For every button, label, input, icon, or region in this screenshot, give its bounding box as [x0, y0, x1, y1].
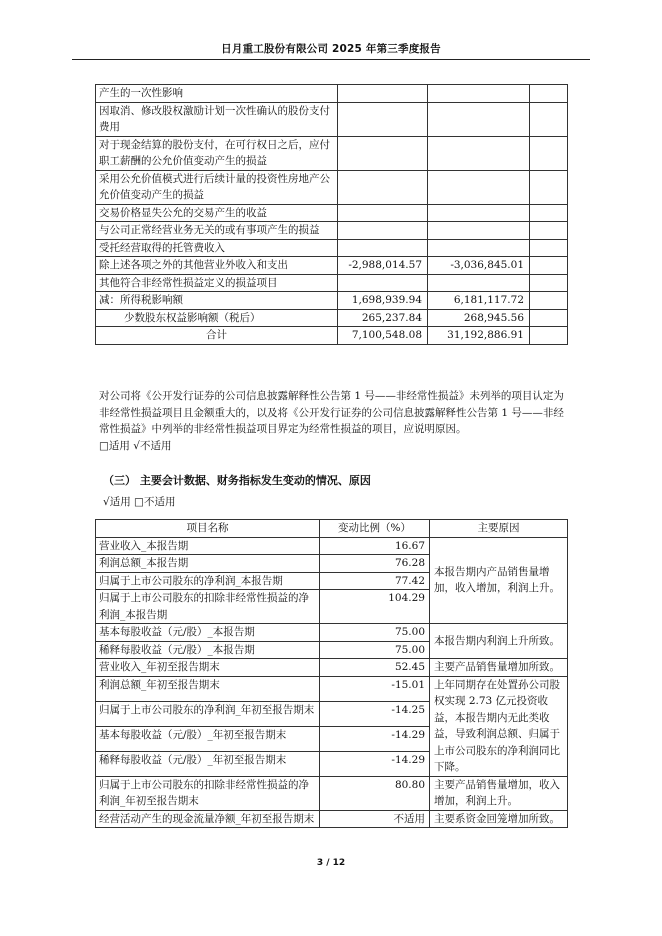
table-row: 营业收入_本报告期 16.67 本报告期内产品销售量增加，收入增加，利润上升。 [96, 537, 568, 555]
table-row: 营业收入_年初至报告期末 52.45 主要产品销售量增加所致。 [96, 659, 568, 677]
note-text: 对公司将《公开发行证券的公司信息披露解释性公告第 1 号——非经常性损益》未列举的项目认定为非经常性损益项目且金额重大的，以及将《公开发行证券的公司信息披露解释性公告第 1 号——非经常性损益》中列举的非经常性损益项目界定为经常性损益的项目，应说明原因。 [99, 390, 564, 435]
table-header-row [96, 520, 568, 538]
row-label: 其他符合非经常性损益定义的损益项目 [96, 274, 338, 292]
table-row: 利润总额_本报告期 76.28 [96, 555, 568, 573]
table-row: 除上述各项之外的其他营业外收入和支出 -2,988,014.57 -3,036,845.01 [96, 257, 568, 275]
header-change-ratio: 变动比例（%） [320, 520, 430, 538]
table-row: 减：所得税影响额 1,698,939.94 6,181,117.72 [96, 292, 568, 310]
row-label: 对于现金结算的股份支付，在可行权日之后，应付职工薪酬的公允价值变动产生的损益 [96, 136, 338, 170]
page-header [72, 0, 590, 60]
reason-cell: 主要产品销售量增加，收入增加，利润上升。 [430, 776, 568, 810]
reason-cell: 本报告期内产品销售量增加，收入增加，利润上升。 [430, 537, 568, 624]
table-row: 稀释每股收益（元/股）_本报告期 75.00 [96, 641, 568, 659]
table-row [96, 170, 568, 204]
report-title: 日月重工股份有限公司 2025 年第三季度报告 [221, 43, 441, 55]
header-main-reason: 主要原因 [430, 520, 568, 538]
table-row [96, 222, 568, 240]
note-paragraph [99, 388, 569, 454]
table-row: 少数股东权益影响额（税后） 265,237.84 268,945.56 [96, 309, 568, 327]
row-label: 因取消、修改股权激励计划一次性确认的股份支付费用 [96, 102, 338, 136]
row-label: 减：所得税影响额 [96, 292, 338, 310]
section-title: （三） 主要会计数据、财务指标发生变动的情况、原因 [103, 474, 371, 487]
row-label: 除上述各项之外的其他营业外收入和支出 [96, 257, 338, 275]
reason-cell: 本报告期内利润上升所致。 [430, 624, 568, 659]
table-row [96, 136, 568, 170]
row-label: 交易价格显失公允的交易产生的收益 [96, 204, 338, 222]
table-row: 归属于上市公司股东的扣除非经常性损益的净利润_年初至报告期末 80.80 主要产品销售量增加，收入增加，利润上升。 [96, 776, 568, 810]
table-row: 利润总额_年初至报告期末 -15.01 上年同期存在处置孙公司股权实现 2.73 亿元投资收益，本报告期内无此类收益，导致利润总额、归属于上市公司股东的净利润同比下降。 [96, 676, 568, 701]
table-row: 经营活动产生的现金流量净额_年初至报告期末 不适用 主要系资金回笼增加所致。 [96, 810, 568, 828]
row-label: 受托经营取得的托管费收入 [96, 239, 338, 257]
header-item-name: 项目名称 [96, 520, 320, 538]
row-label: 合计 [96, 327, 338, 345]
reason-cell: 主要产品销售量增加所致。 [430, 659, 568, 677]
table-row: 基本每股收益（元/股）_本报告期 75.00 本报告期内利润上升所致。 [96, 624, 568, 642]
reason-cell: 上年同期存在处置孙公司股权实现 2.73 亿元投资收益，本报告期内无此类收益，导致利润总额、归属于上市公司股东的净利润同比下降。 [430, 676, 568, 776]
reason-cell: 主要系资金回笼增加所致。 [430, 810, 568, 828]
table-row: 归属于上市公司股东的净利润_本报告期 77.42 [96, 572, 568, 590]
table-row [96, 274, 568, 292]
table-row: 稀释每股收益（元/股）_年初至报告期末 -14.29 [96, 751, 568, 776]
row-label: 与公司正常经营业务无关的或有事项产生的损益 [96, 222, 338, 240]
table-row: 归属于上市公司股东的扣除非经常性损益的净利润_本报告期 104.29 [96, 590, 568, 624]
non-recurring-gains-table [95, 84, 568, 345]
table-row [96, 239, 568, 257]
table-row: 基本每股收益（元/股）_年初至报告期末 -14.29 [96, 726, 568, 751]
row-label: 采用公允价值模式进行后续计量的投资性房地产公允价值变动产生的损益 [96, 170, 338, 204]
table-row [96, 102, 568, 136]
table-row: 归属于上市公司股东的净利润_年初至报告期末 -14.25 [96, 701, 568, 726]
section-applicability: √适用 □不适用 [103, 496, 176, 508]
table-row [96, 85, 568, 103]
row-label: 少数股东权益影响额（税后） [96, 309, 338, 327]
row-label: 产生的一次性影响 [96, 85, 338, 103]
table-row [96, 204, 568, 222]
table-row-total: 合计 7,100,548.08 31,192,886.91 [96, 327, 568, 345]
page-number: 3 / 12 [316, 858, 346, 868]
change-ratio-table [95, 519, 568, 828]
note-applicability: □适用 √不适用 [99, 439, 172, 452]
